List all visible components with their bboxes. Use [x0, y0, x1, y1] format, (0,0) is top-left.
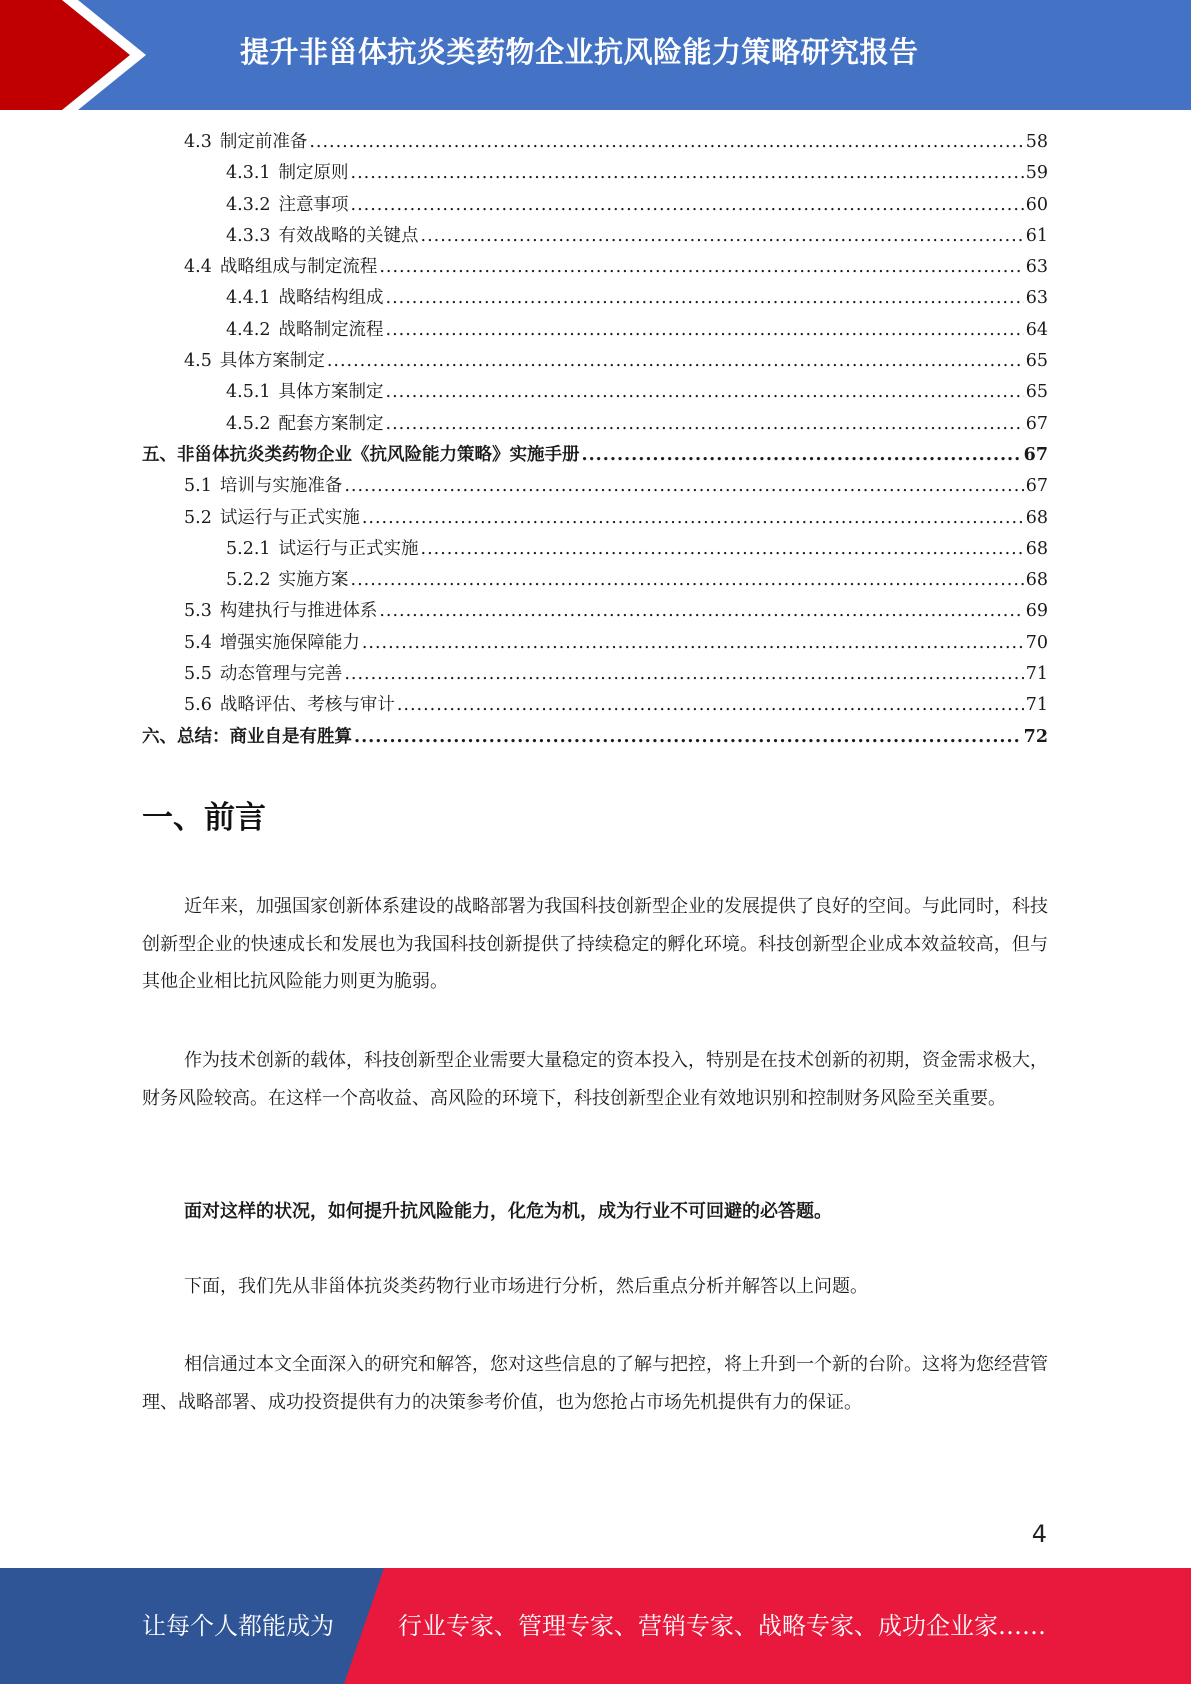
toc-entry-label	[226, 535, 419, 560]
paragraph-tech-innovation: 作为技术创新的载体，科技创新型企业需要大量稳定的资本投入，特别是在技术创新的初期，资金需求极大，财务风险较高。在这样一个高收益、高风险的环境下，科技创新型企业有效地识别和控制财务风险至关重要。	[142, 1050, 1048, 1109]
toc-entry-text: 试运行与正式实施	[219, 507, 360, 528]
toc-entry-label	[184, 347, 325, 372]
toc-entry-number: 4.4.1	[226, 288, 271, 309]
toc-dot-leader	[379, 601, 1023, 621]
paragraph-key-question: 面对这样的状况，如何提升抗风险能力，化危为机，成为行业不可回避的必答题。	[184, 1201, 832, 1222]
toc-entry[interactable]	[142, 472, 1048, 503]
toc-dot-leader	[379, 257, 1023, 277]
toc-entry-text: 战略结构组成	[278, 288, 384, 309]
toc-entry[interactable]	[142, 723, 1048, 754]
toc-entry[interactable]	[142, 441, 1048, 472]
toc-entry-text: 六、总结：商业自是有胜算	[142, 726, 352, 747]
toc-entry-page: 67	[1023, 444, 1048, 465]
toc-entry-label	[184, 253, 377, 278]
toc-entry-text: 制定原则	[278, 163, 349, 184]
toc-dot-leader	[421, 226, 1024, 246]
toc-entry-page: 63	[1025, 288, 1048, 309]
toc-dot-leader	[386, 382, 1024, 402]
toc-entry-page: 68	[1025, 507, 1048, 528]
paragraph-closing: 相信通过本文全面深入的研究和解答，您对这些信息的了解与把控，将上升到一个新的台阶。这将为您经营管理、战略部署、成功投资提供有力的决策参考价值，也为您抢占市场先机提供有力的保证。	[142, 1354, 1048, 1413]
toc-entry-label	[226, 316, 384, 341]
toc-entry-text: 具体方案制定	[219, 351, 325, 372]
toc-entry[interactable]	[142, 378, 1048, 409]
toc-entry[interactable]	[142, 629, 1048, 660]
toc-entry[interactable]	[142, 535, 1048, 566]
toc-entry-number: 4.5	[184, 351, 212, 372]
toc-dot-leader	[351, 570, 1024, 590]
toc-dot-leader	[351, 195, 1024, 215]
toc-entry-number: 4.3.1	[226, 163, 271, 184]
toc-entry-text: 实施方案	[278, 570, 349, 591]
page-number: 4	[1031, 1520, 1047, 1548]
toc-entry-number: 5.2.1	[226, 538, 271, 559]
toc-entry-text: 战略制定流程	[278, 319, 384, 340]
toc-dot-leader	[327, 351, 1024, 371]
toc-entry-text: 构建执行与推进体系	[219, 601, 378, 622]
header-arrow-decoration	[0, 0, 150, 110]
toc-entry-page: 70	[1025, 632, 1048, 653]
toc-entry[interactable]	[142, 284, 1048, 315]
toc-entry-text: 增强实施保障能力	[219, 632, 360, 653]
toc-entry-number: 4.4.2	[226, 319, 271, 340]
footer-slogan-left: 让每个人都能成为	[142, 1612, 334, 1640]
paragraph-intro: 近年来，加强国家创新体系建设的战略部署为我国科技创新型企业的发展提供了良好的空间。与此同时，科技创新型企业的快速成长和发展也为我国科技创新提供了持续稳定的孵化环境。科技创新型企业成本效益较高，但与其他企业相比抗风险能力则更为脆弱。	[142, 896, 1048, 992]
toc-dot-leader	[397, 695, 1024, 715]
toc-entry-label	[184, 597, 377, 622]
toc-entry[interactable]	[142, 691, 1048, 722]
toc-entry-page: 59	[1025, 163, 1048, 184]
toc-entry-label	[226, 284, 384, 309]
toc-entry[interactable]	[142, 660, 1048, 691]
toc-entry-text: 培训与实施准备	[219, 476, 343, 497]
toc-entry[interactable]	[142, 597, 1048, 628]
toc-entry-page: 60	[1025, 194, 1048, 215]
toc-entry-page: 67	[1025, 413, 1048, 434]
toc-entry-page: 68	[1025, 570, 1048, 591]
toc-entry[interactable]	[142, 504, 1048, 535]
toc-entry-page: 61	[1025, 225, 1048, 246]
toc-entry-number: 5.5	[184, 664, 212, 685]
toc-entry-number: 4.5.1	[226, 382, 271, 403]
toc-entry[interactable]	[142, 222, 1048, 253]
page-header-band	[0, 0, 1191, 110]
toc-dot-leader	[421, 539, 1024, 559]
toc-entry-page: 71	[1025, 695, 1048, 716]
toc-entry-text: 配套方案制定	[278, 413, 384, 434]
toc-entry-number: 5.2.2	[226, 570, 271, 591]
toc-entry[interactable]	[142, 410, 1048, 441]
toc-dot-leader	[354, 727, 1022, 747]
toc-entry[interactable]	[142, 316, 1048, 347]
toc-dot-leader	[344, 476, 1023, 496]
toc-entry-number: 5.3	[184, 601, 212, 622]
toc-entry-number: 4.4	[184, 257, 212, 278]
toc-entry-label	[184, 629, 360, 654]
toc-entry-page: 64	[1025, 319, 1048, 340]
toc-entry-text: 试运行与正式实施	[278, 538, 419, 559]
toc-entry-page: 72	[1023, 726, 1048, 747]
toc-dot-leader	[362, 633, 1024, 653]
toc-entry-label	[184, 472, 342, 497]
toc-entry-page: 68	[1025, 538, 1048, 559]
toc-entry-number: 4.3.2	[226, 194, 271, 215]
toc-dot-leader	[362, 508, 1024, 528]
toc-dot-leader	[309, 132, 1023, 152]
toc-entry-label	[184, 660, 342, 685]
toc-dot-leader	[386, 288, 1024, 308]
toc-entry-label	[142, 723, 352, 748]
toc-entry-label	[226, 566, 349, 591]
toc-dot-leader	[386, 414, 1024, 434]
toc-entry-number: 5.4	[184, 632, 212, 653]
toc-entry-page: 65	[1025, 351, 1048, 372]
toc-entry-label	[226, 159, 349, 184]
toc-entry-page: 67	[1025, 476, 1048, 497]
toc-entry-text: 制定前准备	[219, 132, 308, 152]
toc-entry-label	[184, 128, 307, 153]
toc-entry-text: 具体方案制定	[278, 382, 384, 403]
toc-dot-leader	[386, 320, 1024, 340]
toc-dot-leader	[582, 445, 1022, 465]
toc-entry-number: 4.3	[184, 132, 212, 152]
footer-slogan-right: 行业专家、管理专家、营销专家、战略专家、成功企业家……	[398, 1612, 1046, 1640]
toc-entry-text: 注意事项	[278, 194, 349, 215]
section-heading: 一、前言	[142, 800, 266, 836]
toc-dot-leader	[344, 664, 1023, 684]
toc-entry-page: 58	[1025, 132, 1048, 152]
toc-entry-text: 五、非甾体抗炎类药物企业《抗风险能力策略》实施手册	[142, 444, 580, 465]
table-of-contents	[142, 128, 1048, 754]
page-footer-band	[0, 1568, 1191, 1684]
toc-entry-label	[184, 691, 395, 716]
toc-entry-number: 5.1	[184, 476, 212, 497]
toc-entry-page: 71	[1025, 664, 1048, 685]
toc-entry-page: 69	[1025, 601, 1048, 622]
toc-entry-label	[142, 441, 580, 466]
toc-entry[interactable]	[142, 253, 1048, 284]
toc-entry-text: 有效战略的关键点	[278, 225, 419, 246]
toc-entry-number: 5.2	[184, 507, 212, 528]
toc-entry-page: 65	[1025, 382, 1048, 403]
toc-entry-number: 4.5.2	[226, 413, 271, 434]
toc-entry-number: 4.3.3	[226, 225, 271, 246]
paragraph-outline: 下面，我们先从非甾体抗炎类药物行业市场进行分析，然后重点分析并解答以上问题。	[184, 1276, 868, 1297]
toc-entry-label	[184, 504, 360, 529]
toc-entry[interactable]	[142, 191, 1048, 222]
toc-entry-label	[226, 191, 349, 216]
toc-entry[interactable]	[142, 347, 1048, 378]
toc-entry[interactable]	[142, 128, 1048, 159]
toc-entry-label	[226, 378, 384, 403]
toc-entry[interactable]	[142, 566, 1048, 597]
toc-entry-page: 63	[1025, 257, 1048, 278]
toc-entry-text: 战略组成与制定流程	[219, 257, 378, 278]
toc-entry[interactable]	[142, 159, 1048, 190]
toc-entry-text: 动态管理与完善	[219, 664, 343, 685]
toc-dot-leader	[351, 163, 1024, 183]
toc-entry-text: 战略评估、考核与审计	[219, 695, 395, 716]
toc-entry-label	[226, 222, 419, 247]
toc-entry-number: 5.6	[184, 695, 212, 716]
toc-entry-label	[226, 410, 384, 435]
report-title: 提升非甾体抗炎类药物企业抗风险能力策略研究报告	[240, 35, 919, 69]
